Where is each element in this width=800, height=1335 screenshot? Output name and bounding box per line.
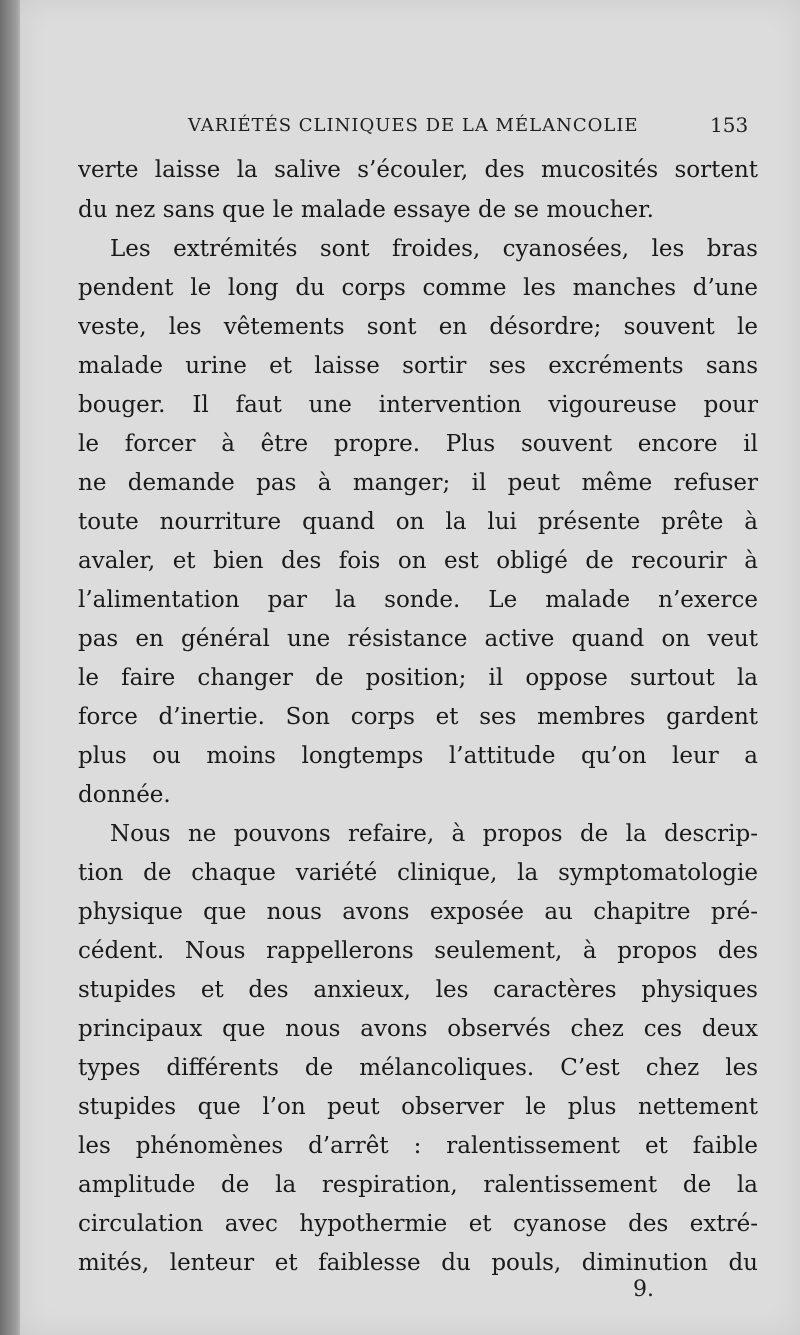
text-line: toute nourriture quand on la lui présente prête à — [78, 509, 758, 535]
text-line: Nous ne pouvons refaire, à propos de la descrip- — [110, 821, 758, 847]
page-number: 153 — [710, 113, 749, 137]
text-line: force d’inertie. Son corps et ses membres gardent — [78, 704, 758, 730]
text-line: avaler, et bien des fois on est obligé de recourir à — [78, 548, 758, 574]
text-line: pendent le long du corps comme les manches d’une — [78, 275, 758, 301]
text-line: principaux que nous avons observés chez ces deux — [78, 1016, 758, 1042]
text-line: le forcer à être propre. Plus souvent encore il — [78, 431, 758, 457]
text-line: tion de chaque variété clinique, la symptomatologie — [78, 860, 758, 886]
text-line: plus ou moins longtemps l’attitude qu’on leur a — [78, 743, 758, 769]
text-line: ne demande pas à manger; il peut même refuser — [78, 470, 758, 496]
text-line: malade urine et laisse sortir ses excréments sans — [78, 353, 758, 379]
text-line: circulation avec hypothermie et cyanose des extré- — [78, 1211, 758, 1237]
text-line: l’alimentation par la sonde. Le malade n’exerce — [78, 587, 758, 613]
text-line: physique que nous avons exposée au chapitre pré- — [78, 899, 758, 925]
text-line: bouger. Il faut une intervention vigoureuse pour — [78, 392, 758, 418]
text-line: donnée. — [78, 782, 171, 808]
text-line: les phénomènes d’arrêt : ralentissement et faible — [78, 1133, 758, 1159]
running-header: VARIÉTÉS CLINIQUES DE LA MÉLANCOLIE — [188, 115, 639, 136]
text-line: stupides et des anxieux, les caractères physiques — [78, 977, 758, 1003]
text-line: pas en général une résistance active quand on veut — [78, 626, 758, 652]
text-line: du nez sans que le malade essaye de se moucher. — [78, 197, 654, 223]
page-edge — [0, 0, 22, 1335]
text-line: types différents de mélancoliques. C’est chez les — [78, 1055, 758, 1081]
text-line: veste, les vêtements sont en désordre; souvent le — [78, 314, 758, 340]
signature-mark: 9. — [633, 1277, 654, 1302]
text-line: le faire changer de position; il oppose surtout la — [78, 665, 758, 691]
text-line: mités, lenteur et faiblesse du pouls, diminution du — [78, 1250, 758, 1276]
text-line: Les extrémités sont froides, cyanosées, les bras — [110, 236, 758, 262]
text-line: amplitude de la respiration, ralentissement de la — [78, 1172, 758, 1198]
text-line: stupides que l’on peut observer le plus nettement — [78, 1094, 758, 1120]
text-line: cédent. Nous rappellerons seulement, à propos des — [78, 938, 758, 964]
book-page — [20, 0, 800, 1335]
text-line: verte laisse la salive s’écouler, des mucosités sortent — [78, 157, 758, 183]
